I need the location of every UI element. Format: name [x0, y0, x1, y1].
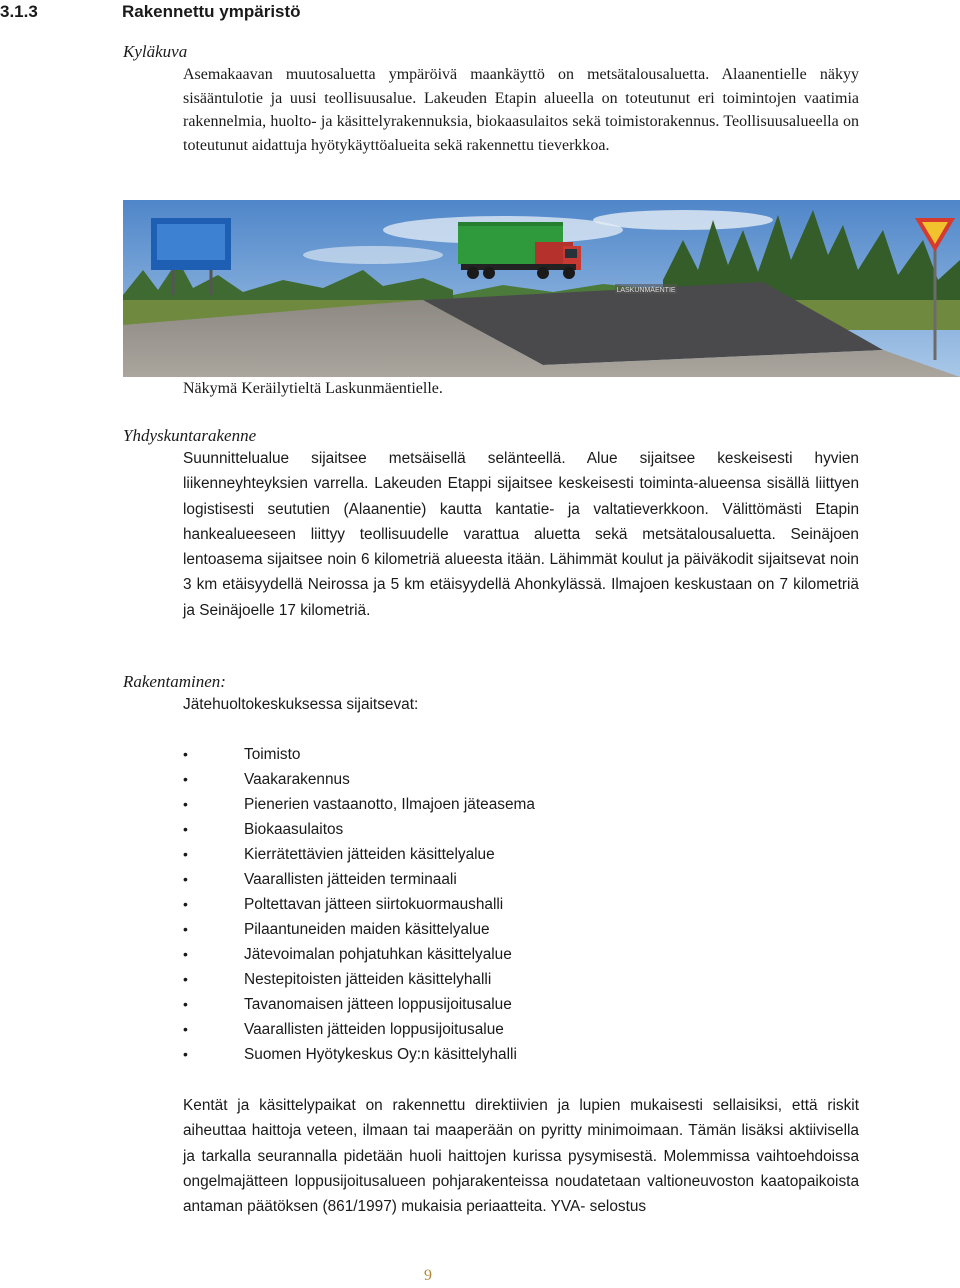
- list-item: • Toimisto: [183, 742, 535, 767]
- rakentaminen-heading: Rakentaminen:: [123, 672, 226, 691]
- bullet-icon: •: [183, 771, 188, 787]
- yhdyskuntarakenne-heading: Yhdyskuntarakenne: [123, 426, 257, 445]
- bullet-icon: •: [183, 971, 188, 987]
- list-item: • Poltettavan jätteen siirtokuormaushalli: [183, 892, 535, 917]
- photo-illustration: [123, 200, 960, 377]
- list-item: • Suomen Hyötykeskus Oy:n käsittelyhalli: [183, 1042, 535, 1067]
- list-item: • Nestepitoisten jätteiden käsittelyhalli: [183, 967, 535, 992]
- list-item: • Biokaasulaitos: [183, 817, 535, 842]
- photo-caption: Näkymä Keräilytieltä Laskunmäentielle.: [183, 380, 443, 397]
- bullet-icon: •: [183, 946, 188, 962]
- bullet-icon: •: [183, 896, 188, 912]
- page-number: 9: [424, 1267, 432, 1284]
- bullet-icon: •: [183, 746, 188, 762]
- list-item: • Vaakarakennus: [183, 767, 535, 792]
- list-item: • Pilaantuneiden maiden käsittelyalue: [183, 917, 535, 942]
- bullet-icon: •: [183, 1021, 188, 1037]
- bullet-icon: •: [183, 796, 188, 812]
- section-number: 3.1.3: [0, 2, 38, 21]
- facility-list: [183, 742, 535, 1067]
- rakentaminen-intro: Jätehuoltokeskuksessa sijaitsevat:: [183, 696, 419, 713]
- kylakuva-paragraph: Asemakaavan muutosaluetta ympäröivä maankäyttö on metsätalousaluetta. Alaanentielle näkyy sisääntulotie ja uusi teollisuusalue. Lakeuden Etapin alueella on toteutunut eri toimintojen vaatimia rakennelmia, huolto- ja käsittelyrakennuksia, biokaasulaitos sekä toimistorakennus. Teollisuusalueella on toteutunut aidattuja hyötykäyttöalueita sekä rakennettu tieverkkoa.: [183, 66, 859, 154]
- kylakuva-heading: Kyläkuva: [123, 42, 188, 61]
- bullet-icon: •: [183, 1046, 188, 1062]
- list-item: • Vaarallisten jätteiden loppusijoitusalue: [183, 1017, 535, 1042]
- bullet-icon: •: [183, 921, 188, 937]
- list-item: • Pienerien vastaanotto, Ilmajoen jäteasema: [183, 792, 535, 817]
- closing-paragraph: Kentät ja käsittelypaikat on rakennettu direktiivien ja lupien mukaisesti sellaisiksi, että riskit aiheuttaa haittoja veteen, ilmaan tai maaperään on pyritty minimoimaan. Tämän lisäksi aktiivisella ja tarkalla seurannalla pidetään huoli haittojen kurissa pysymisestä. Molemmissa vaihtoehdoissa ongelmajätteen loppusijoitusalueen pohjarakenteissa noudatetaan valtioneuvoston kaatopaikoista antaman päätöksen (861/1997) mukaisia periaatteita. YVA- selostus: [183, 1097, 859, 1216]
- bullet-icon: •: [183, 871, 188, 887]
- list-item: • Vaarallisten jätteiden terminaali: [183, 867, 535, 892]
- list-item: • Jätevoimalan pohjatuhkan käsittelyalue: [183, 942, 535, 967]
- road-sign-text: LASKUNMÄENTIE: [616, 287, 676, 294]
- landscape-photo: [123, 200, 960, 377]
- section-heading: [0, 2, 301, 22]
- bullet-icon: •: [183, 996, 188, 1012]
- list-item: • Kierrätettävien jätteiden käsittelyalue: [183, 842, 535, 867]
- yhdyskuntarakenne-paragraph: Suunnittelualue sijaitsee metsäisellä selänteellä. Alue sijaitsee keskeisesti hyvien liikenneyhteyksien varrella. Lakeuden Etappi sijaitsee keskeisesti toiminta-alueensa sisällä liittyen logistisesti seututien (Alaanentie) kautta kantatie- ja valtatieverkkoon. Välittömästi Etapin hankealueeseen liittyy teollisuudelle varattua aluetta sekä metsätalousaluetta. Seinäjoen lentoasema sijaitsee noin 6 kilometriä alueesta itään. Lähimmät koulut ja päiväkodit sijaitsevat noin 3 km etäisyydellä Neirossa ja 5 km etäisyydellä Ahonkylässä. Ilmajoen keskustaan on 7 kilometriä ja Seinäjoelle 17 kilometriä.: [183, 450, 859, 619]
- bullet-icon: •: [183, 821, 188, 837]
- section-title: Rakennettu ympäristö: [122, 2, 301, 21]
- list-item: • Tavanomaisen jätteen loppusijoitusalue: [183, 992, 535, 1017]
- bullet-icon: •: [183, 846, 188, 862]
